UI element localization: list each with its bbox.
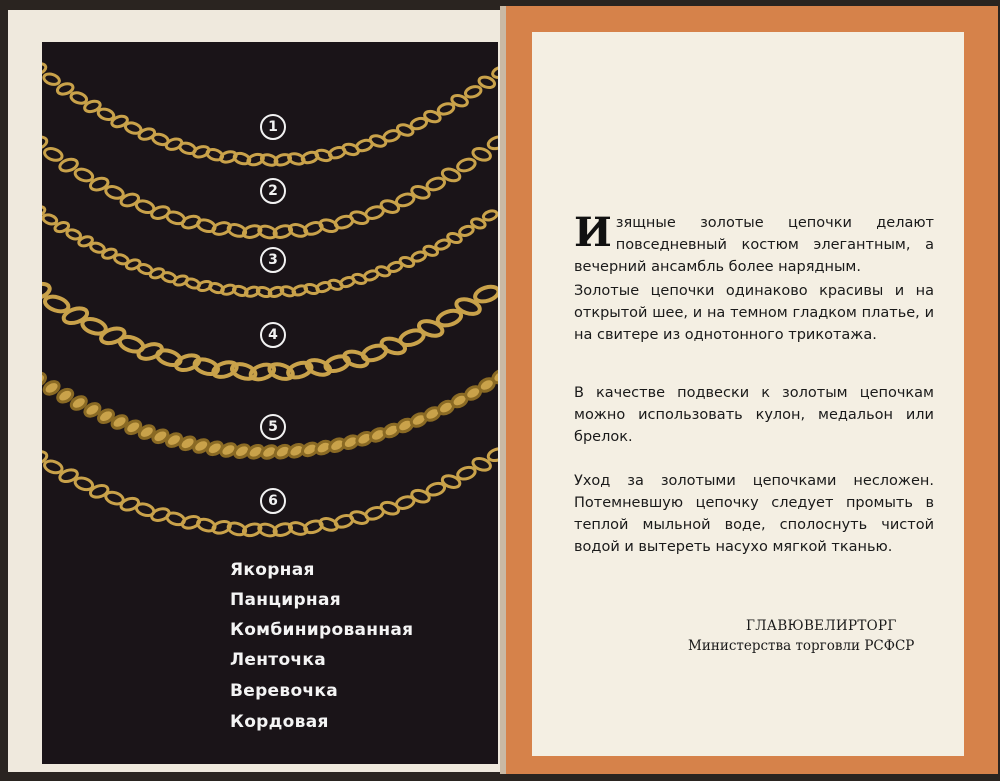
chain-link xyxy=(43,72,61,86)
chain-number-1: 1 xyxy=(260,114,286,140)
chain-name-5: Веревочка xyxy=(230,681,339,701)
chain-link xyxy=(43,459,63,475)
publisher-org: ГЛАВЮВЕЛИРТОРГ xyxy=(746,618,897,634)
chain-number-6: 6 xyxy=(260,488,286,514)
publisher-ministry: Министерства торговли РСФСР xyxy=(688,638,915,654)
text-panel xyxy=(532,32,964,756)
chain-link xyxy=(70,91,88,105)
right-page xyxy=(506,6,998,774)
chain-link xyxy=(456,465,476,481)
chain-link xyxy=(268,362,295,382)
chain-link xyxy=(43,146,63,162)
chain-link xyxy=(487,135,498,151)
chain-number-2: 2 xyxy=(260,178,286,204)
paragraph-4: Уход за золотыми цепочками несложен. Потемневшую цепочку следует промыть в теплой мыльной воде, сполоснуть чистой водой и вытереть насухо мягкой тканью. xyxy=(574,473,934,555)
chain-link xyxy=(491,65,498,79)
chain-name-4: Ленточка xyxy=(230,650,327,670)
chain-link xyxy=(417,318,444,338)
chain-link xyxy=(458,225,474,237)
chain-link xyxy=(74,167,94,183)
chain-name-2: Панцирная xyxy=(230,590,341,610)
paragraph-1 xyxy=(574,190,934,278)
chain-link xyxy=(42,213,58,225)
chain-link xyxy=(155,348,182,368)
chain-link xyxy=(473,284,498,304)
paragraph-1-text: зящные золотые цепочки делают повседневный костюм элегантным, а вечерний ансамбль более нарядным. xyxy=(574,215,934,275)
chain-number-4: 4 xyxy=(260,322,286,348)
left-page xyxy=(8,10,500,772)
drop-cap: И xyxy=(574,209,612,256)
chain-name-6: Кордовая xyxy=(230,712,329,732)
paragraph-3: В качестве подвески к золотым цепочкам можно использовать кулон, медальон или брелок. xyxy=(574,385,934,445)
chain-link xyxy=(456,157,476,173)
chain-link xyxy=(437,102,455,116)
chain-number-3: 3 xyxy=(260,247,286,273)
chain-name-1: Якорная xyxy=(230,560,315,580)
paragraph-2: Золотые цепочки одинаково красивы и на открытой шее, и на темном гладком платье, и на свитере из однотонного трикотажа. xyxy=(574,283,934,343)
chain-number-5: 5 xyxy=(260,414,286,440)
chain-link xyxy=(426,176,446,192)
chain-link xyxy=(464,85,482,99)
chain-link xyxy=(482,209,498,221)
chains-photo xyxy=(42,42,498,764)
chain-name-3: Комбинированная xyxy=(230,620,414,640)
